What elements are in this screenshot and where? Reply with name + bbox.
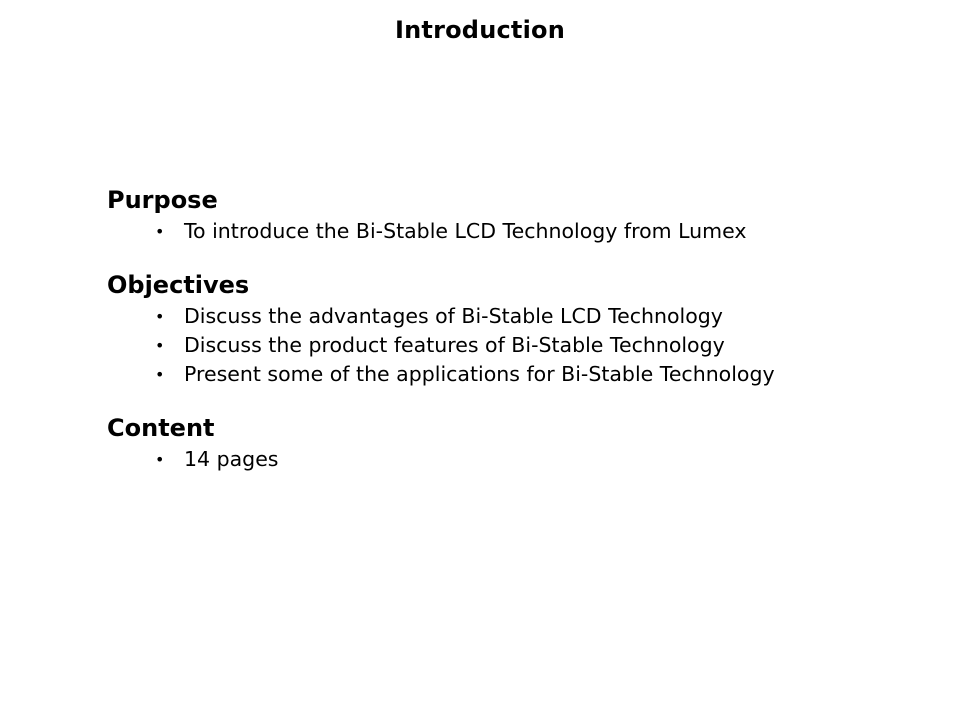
bullet-icon: • <box>155 307 165 326</box>
slide-title: Introduction <box>395 16 565 44</box>
bullet-icon: • <box>155 450 165 469</box>
bullet-icon: • <box>155 365 165 384</box>
bullet-item <box>107 445 867 474</box>
bullet-list <box>107 302 867 389</box>
bullet-text: Discuss the product features of Bi-Stable Technology <box>184 333 725 357</box>
bullet-text: Present some of the applications for Bi-Stable Technology <box>184 362 775 386</box>
bullet-item <box>107 331 867 360</box>
slide-content <box>107 185 867 498</box>
bullet-text: Discuss the advantages of Bi-Stable LCD Technology <box>184 304 723 328</box>
section-heading: Objectives <box>107 271 250 299</box>
bullet-list <box>107 217 867 246</box>
bullet-list <box>107 445 867 474</box>
section-objectives <box>107 270 867 389</box>
section-content <box>107 413 867 474</box>
section-heading: Purpose <box>107 186 218 214</box>
bullet-text: To introduce the Bi-Stable LCD Technology from Lumex <box>184 219 747 243</box>
bullet-icon: • <box>155 222 165 241</box>
bullet-item <box>107 360 867 389</box>
bullet-item <box>107 217 867 246</box>
bullet-item <box>107 302 867 331</box>
section-purpose <box>107 185 867 246</box>
bullet-icon: • <box>155 336 165 355</box>
bullet-text: 14 pages <box>184 447 279 471</box>
section-heading: Content <box>107 414 215 442</box>
